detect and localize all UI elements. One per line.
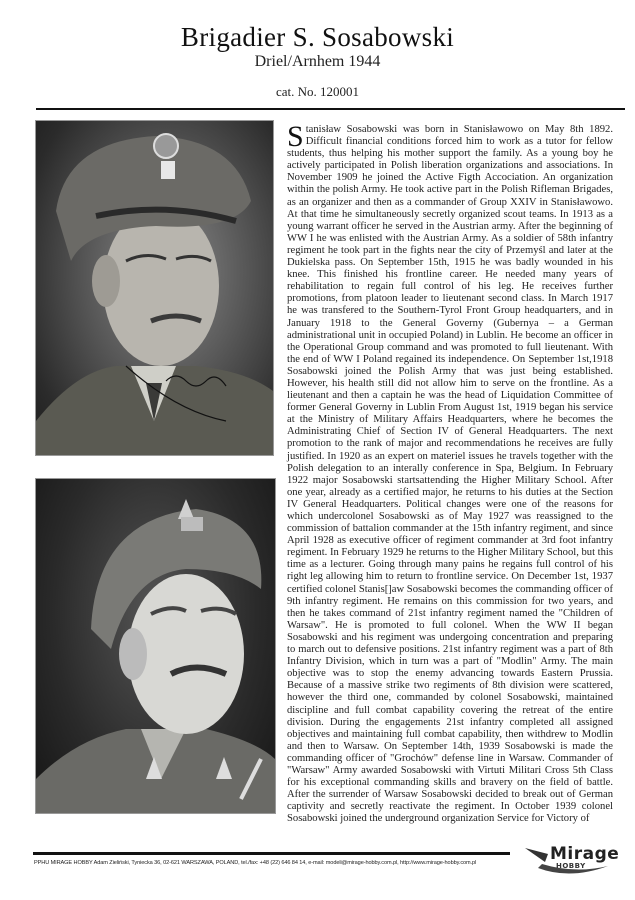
page-subtitle: Driel/Arnhem 1944 [254, 53, 381, 70]
page-title: Brigadier S. Sosabowski [180, 22, 455, 52]
footer-address: PPHU MIRAGE HOBBY Adam Zieliński, Tyniecka 36, 02-621 WARSZAWA, POLAND, tel./fax: +48 (22) 646 84 14, e-mail: modeli@mirage-hobby.com.pl, http://www.mirage-hobby.com.pl [34, 860, 477, 866]
archival-portrait-photo [35, 120, 274, 456]
logo-text: Mirage [550, 844, 620, 864]
figure-bust-photo [35, 478, 276, 814]
header-divider [36, 108, 625, 110]
logo-subtext: HOBBY [556, 862, 586, 870]
mirage-hobby-logo [520, 840, 620, 880]
bust-illustration [36, 479, 275, 813]
biography-body: tanisław Sosabowski was born in Stanisławowo on May 8th 1892. Difficult financial conditions forced him to work as a tutor for fellow students, thus helping his mother support the family. As a young boy he actively participated in Polish liberation organizations and associations. In November 1909 he joined the Active Figth Accociation. An organization within the polish Army. He took active part in the Polish Rifleman Brigades, as an organizer and then as a commander of Group XXIV in Stanisławowo. At that time he simultaneously secretly organized scout teams. In 1913 as a young warrant officer he served in the Austrian army. After the beginning of WW I he was enlisted with the Austrian Army. As a soldier of 58th infantry regiment he took part in the fights near the city of Przemyśl and later at the Dukielska pass. On September 15th, 1915 he was badly wounded in his knee. This finished his frontline career. He needed many years of rehabilitation to regain full control of his leg. He receives further promotions, from platoon leader to lieutenant second class. In March 1917 he was transfered to the Southern-Tyrol Front Group headquarters, and in January 1918 to the General Governy (Gubernya – a German administrational unit in occupied Poland) in Lublin. He become an officer in the Operational Group command and was promoted to full lieutenant. With the end of WW I Poland regained its independence. On September 1st,1918 Sosabowski joined the Polish Army that was just being established. However, his health still did not allow him to serve on the frontline. As a lieutenant and then a captain he was the head of Liquidation Committee of former General Governy in Lublin From August 1st, 1919 began his service at the Ministry of Military Affairs Headquarters, where he becomes the Administrating Chief of Section IV of General Headquarters. The next promotion to the rank of major and recommendations he receives are fully justified. In 1920 as an expert on materiel issues he travels together with the Polish delegation to an interally conference in Spa, Belgium. In February 1922 major Sosabowski startsattending the Higher Military School. After one year, already as a certified major, he returns to his duties at the Section IV General Headquarters. Political changes were one of the reasons for which undercolonel Sosabowski as of May 1927 was reassigned to the commission of battalion commander at the 15th infantry regiment, and since April 1928 as executive officer of regiment commander at 3rd foot infantry regiment. In February 1929 he returns to the Higher Military School, but this time as a lecturer. Going through many pains he regains full control of his right leg allowing him to return to frontline service. On December 1st, 1937 certified colonel Stanis[]aw Sosabowski becomes the commanding officer of 9th infantry regiment. He remains on this commission for two years, and then he takes command of 21st infantry regiment named the "Children of Warsaw". He is promoted to full colonel. When the WW II began Sosabowski and his regiment was undergoing concentration and preparing to march out to defensive positions. 21st infantry regiment was a part of 8th Infantry Division, which in turn was a part of "Modlin" Army. The main objective was to stop the enemy advancing towards Eastern Prussia. Because of a massive strike two regiments of 8th division were scattered, however the third one, commanded by colonel Sosabowski, maintained discipline and full combat capability covering the retreat of the entire division. During the engagements 21st infantry completed all assigned objectives and maintaining full combat capability, then withdrew to Modlin and then to Warsaw. On September 14th, 1939 Sosabowski is made the commanding officer of "Grochów" defense line in Warsaw. Commander of "Warsaw" Army awarded Sosabowski with Virtuti Militari Cross 5th Class for his exceptional commanding skills and bravery on the field of battle. After the surrender of Warsaw Sosabowski decided to break out of German captivity and secretly reactivate the regiment. In October 1939 colonel Sosabowski joined the underground organization Service for Victory of [287, 124, 613, 825]
drop-cap: S [287, 120, 304, 153]
footer-divider [33, 852, 510, 855]
biography-text [287, 120, 613, 825]
portrait-illustration [36, 121, 273, 455]
catalog-number: cat. No. 120001 [275, 84, 360, 99]
